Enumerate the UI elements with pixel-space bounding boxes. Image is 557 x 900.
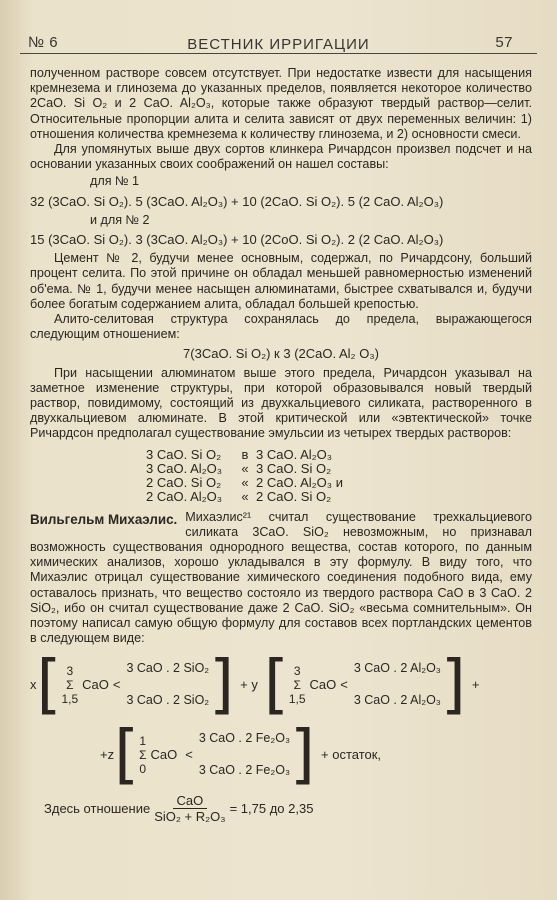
ratio-formula: 7(3CaO. Si O₂) к 3 (2CaO. Al₂ O₃) — [183, 346, 379, 362]
paragraph-1: полученном растворе совсем отсутствует. При недостатке извести для насыщения кремнезема и глинозема до указанных пределов, появляется некоторое количество 2CaO. Si O₂ и 2 CaO. Al₂O₃, которые также образуют твердый раствор—селит. Относительные пропорции алита и селита зависят от двух переменных величин: 1) отношения количества кремнезема к количеству глинозема, и 2) основности смеси. — [30, 66, 532, 141]
paragraph-6: Вильгельм Михаэлис. Михаэлис²¹ считал существование трехкальциевого силиката 3CaO. SiO₂ невозможным, но признавал возможность существования однородного вещества, состав которого, по данным химических анализов, хорошо укладывался в эту формулу. В виду того, что Михаэлис отрицал существование химического соединения подобного вида, ему оставалось признать, что вещество состояло из твердого раствора CaO в 3 CaO. 2 SiO₂, ибо он считал существование даже 2 CaO. SiO₂ «весьма сомнительным». Он поэтому написал самую общую формулу для составов всех портландских цементов в следующем виде: — [30, 509, 532, 646]
solution-row: 2 CaO. Si O₂ « 2 CaO. Al₂O₃ и — [146, 474, 343, 490]
ratio-statement: Здесь отношение $\frac{\text{CaO}}{\text{SiO₂ + R₂O₃}}$ = 1,75 до 2,35 — [44, 792, 314, 824]
solution-row: 3 CaO. Al₂O₃ « 3 CaO. Si O₂ — [146, 460, 332, 476]
general-formula-line-1: x [ 3 Σ 1,5 CaO < 3 CaO . 2 SiO₂ 3 CaO . 2 SiO₂ ] + y [ 3 Σ 1,5 CaO < 3 CaO . 2 Al₂O₃ 3 CaO . 2 Al₂O₃ ] + — [30, 647, 480, 722]
solution-row: 2 CaO. Al₂O₃ « 2 CaO. Si O₂ — [146, 488, 332, 504]
header-rule — [20, 53, 537, 54]
solution-row: 3 CaO. Si O₂ в 3 CaO. Al₂O₃ — [146, 446, 333, 462]
running-header — [20, 30, 537, 54]
formula-1: 32 (3CaO. Si O₂). 5 (3CaO. Al₂O₃) + 10 (2CaO. Si O₂). 5 (2 CaO. Al₂O₃) — [30, 193, 444, 209]
solutions-list — [146, 448, 532, 504]
section-heading: Вильгельм Михаэлис. — [30, 511, 178, 527]
article-body — [30, 66, 532, 828]
paragraph-4: Алито-селитовая структура сохранялась до предела, выражающегося следующим отношением: — [30, 312, 532, 342]
journal-title: ВЕСТНИК ИРРИГАЦИИ — [187, 36, 370, 53]
paragraph-2: Для упомянутых выше двух сортов клинкера Ричардсон произвел подсчет и на основании указанных своих соображений он нашел составы: — [30, 142, 532, 172]
formula-label-2: и для № 2 — [90, 212, 150, 227]
formula-label-1: для № 1 — [90, 174, 140, 189]
formula-2: 15 (3CaO. Si O₂). 3 (3CaO. Al₂O₃) + 10 (2CoO. Si O₂). 2 (2 CaO. Al₂O₃) — [30, 232, 444, 248]
paragraph-5: При насыщении алюминатом выше этого предела, Ричардсон указывал на заметное изменение структуры, при которой образовывался новый твердый раствор, повидимому, состоящий из двухкальциевого силиката, растворенного в двухкальциевом алюминате. В этой критической или «эвтектической» точке Ричардсон предполагал существование эмульсии из четырех твердых растворов: — [30, 365, 532, 441]
general-formula-line-2: +z [ 1 Σ 0 CaO < 3 CaO . 2 Fe₂O₃ 3 CaO . 2 Fe₂O₃ ] + остаток, — [100, 717, 382, 792]
issue-number: № 6 — [28, 34, 59, 51]
paragraph-3: Цемент № 2, будучи менее основным, содержал, по Ричардсону, больший процент селита. По этой причине он обладал меньшей равномерностью изменений об'ема. № 1, будучи менее насыщен алюминатами, быстрее схватывался и, будучи более богатым содержанием алита, обладал большей крепостью. — [30, 251, 532, 311]
page-number: 57 — [495, 34, 513, 51]
